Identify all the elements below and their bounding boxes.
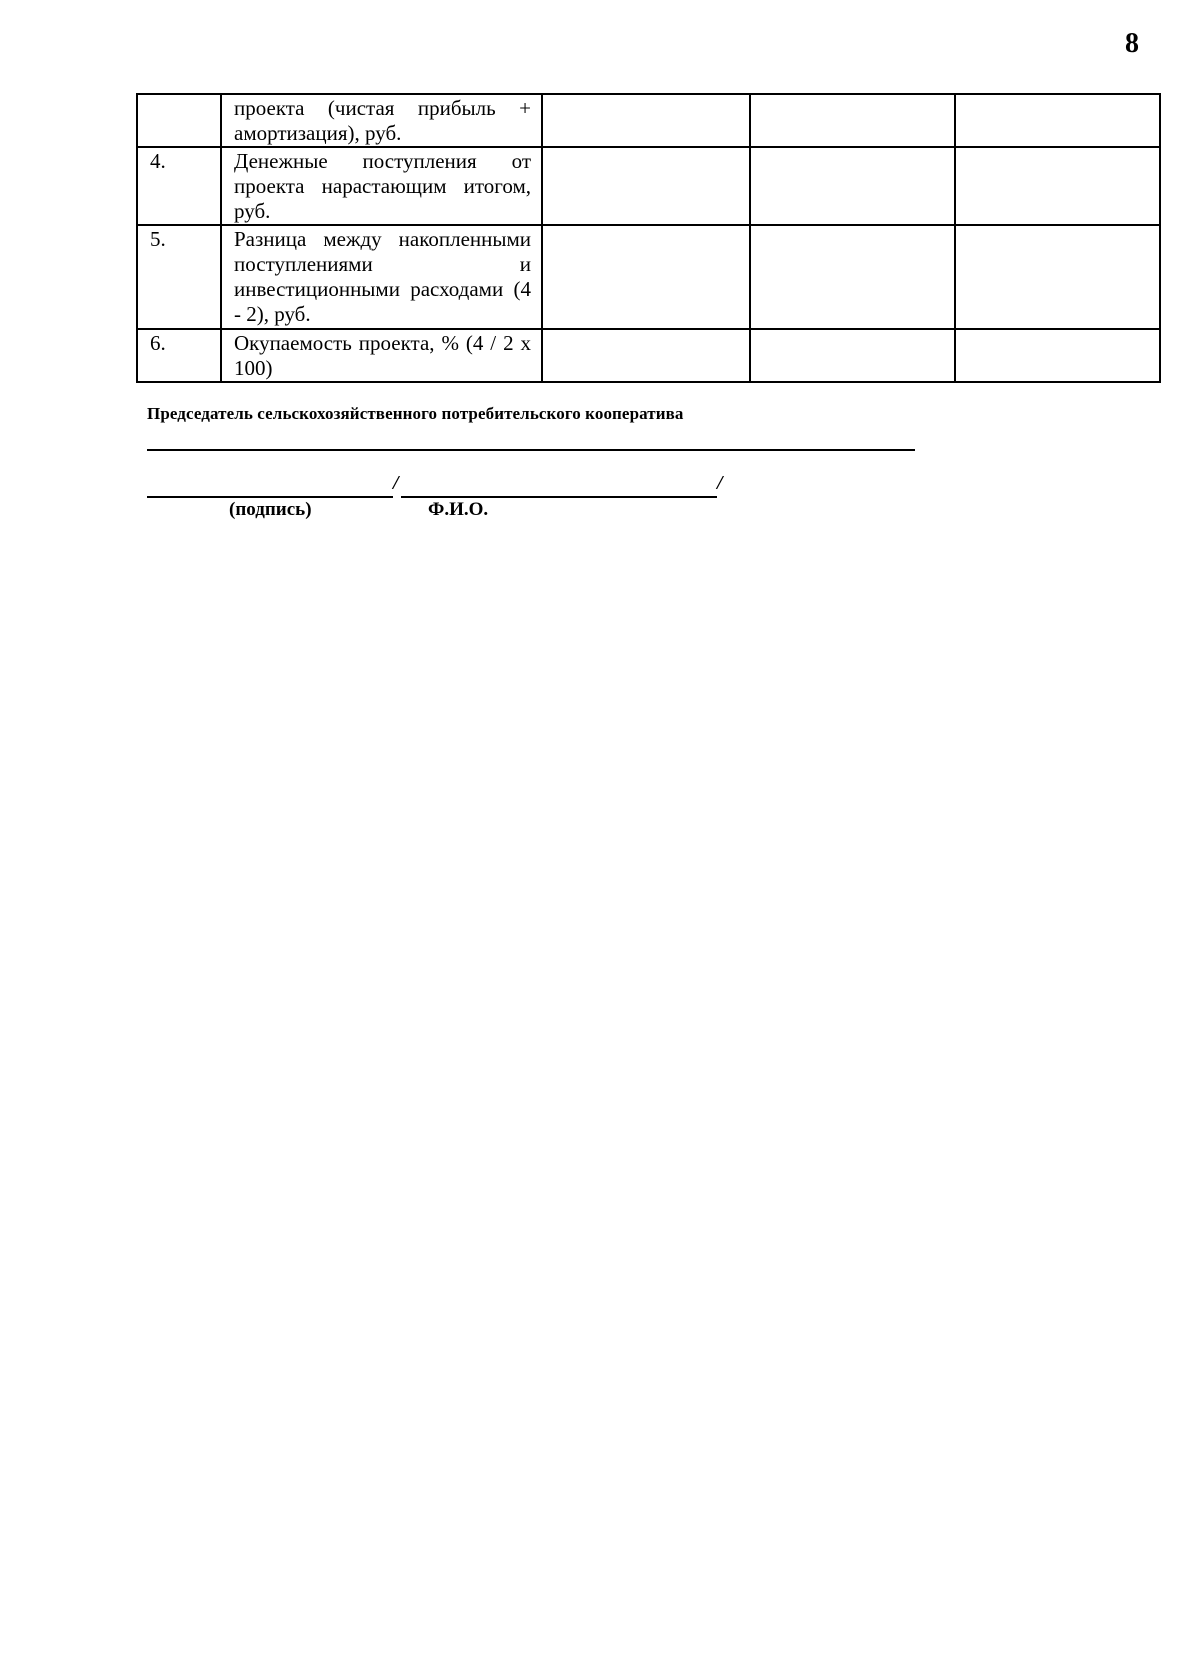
value-cell xyxy=(955,94,1160,147)
row-description: проекта (чистая прибыль + амортизация), руб. xyxy=(221,94,542,147)
row-number: 5. xyxy=(137,225,221,329)
row-number: 4. xyxy=(137,147,221,225)
slash-separator: / xyxy=(717,472,723,494)
value-cell xyxy=(542,94,750,147)
table-row xyxy=(137,147,1160,225)
slash-separator: / xyxy=(393,472,399,494)
row-number: 6. xyxy=(137,329,221,382)
table-row xyxy=(137,225,1160,329)
signature-caption: (подпись) xyxy=(229,499,312,520)
row-description: Денежные поступления от проекта нарастающим итогом, руб. xyxy=(221,147,542,225)
value-cell xyxy=(750,147,955,225)
table-row xyxy=(137,94,1160,147)
value-cell xyxy=(955,329,1160,382)
value-cell xyxy=(542,147,750,225)
data-table xyxy=(136,93,1161,383)
value-cell xyxy=(750,94,955,147)
signature-line xyxy=(147,496,393,498)
value-cell xyxy=(750,225,955,329)
row-number xyxy=(137,94,221,147)
page-number: 8 xyxy=(1125,28,1139,59)
table-row xyxy=(137,329,1160,382)
row-description: Разница между накопленными поступлениями и инвестиционными расходами (4 - 2), руб. xyxy=(221,225,542,329)
cooperative-name-line xyxy=(147,449,915,451)
value-cell xyxy=(955,147,1160,225)
name-line xyxy=(401,496,717,498)
value-cell xyxy=(955,225,1160,329)
row-description: Окупаемость проекта, % (4 / 2 х 100) xyxy=(221,329,542,382)
value-cell xyxy=(750,329,955,382)
name-caption: Ф.И.О. xyxy=(428,499,489,520)
value-cell xyxy=(542,225,750,329)
chairman-title: Председатель сельскохозяйственного потребительского кооператива xyxy=(147,404,684,423)
value-cell xyxy=(542,329,750,382)
